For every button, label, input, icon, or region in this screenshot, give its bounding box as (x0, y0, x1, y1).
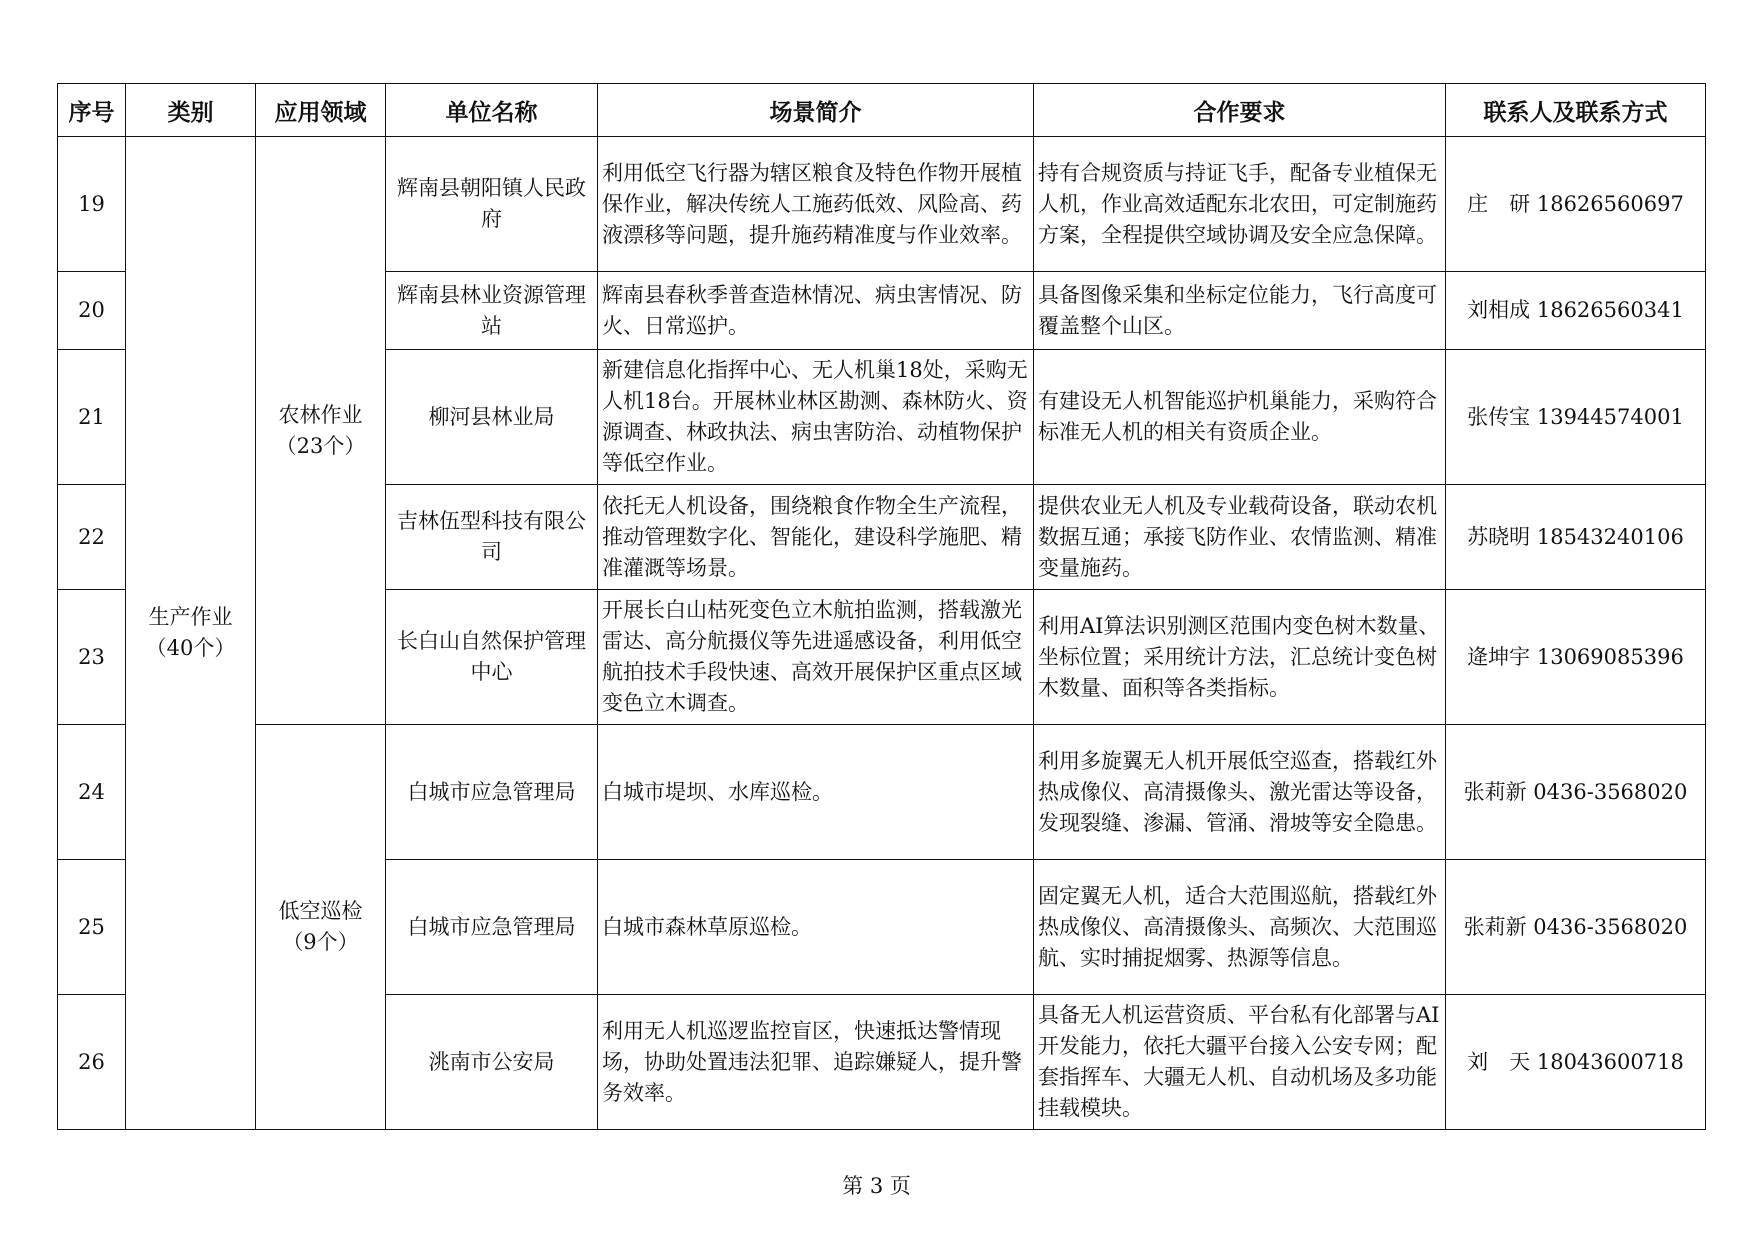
scene-description: 开展长白山枯死变色立木航拍监测，搭载激光雷达、高分航摄仪等先进遥感设备，利用低空航拍技术手段快速、高效开展保护区重点区域变色立木调查。 (598, 590, 1034, 725)
table-row (58, 725, 1706, 860)
data-table (57, 83, 1706, 1130)
cooperation-requirement: 持有合规资质与持证飞手，配备专业植保无人机，作业高效适配东北农田，可定制施药方案，全程提供空域协调及安全应急保障。 (1034, 137, 1446, 272)
contact: 逄坤宇 13069085396 (1446, 590, 1706, 725)
header-cell: 类别 (126, 84, 256, 137)
unit-name: 长白山自然保护管理中心 (386, 590, 598, 725)
scene-description: 利用低空飞行器为辖区粮食及特色作物开展植保作业，解决传统人工施药低效、风险高、药液漂移等问题，提升施药精准度与作业效率。 (598, 137, 1034, 272)
contact: 张莉新 0436-3568020 (1446, 725, 1706, 860)
contact: 刘相成 18626560341 (1446, 272, 1706, 350)
page-number: 第 3 页 (842, 1174, 911, 1198)
row-number: 26 (58, 995, 126, 1130)
contact: 张莉新 0436-3568020 (1446, 860, 1706, 995)
row-number: 24 (58, 725, 126, 860)
row-number: 19 (58, 137, 126, 272)
row-number: 22 (58, 485, 126, 590)
unit-name: 辉南县朝阳镇人民政府 (386, 137, 598, 272)
cooperation-requirement: 利用多旋翼无人机开展低空巡查，搭载红外热成像仪、高清摄像头、激光雷达等设备，发现裂缝、渗漏、管涌、滑坡等安全隐患。 (1034, 725, 1446, 860)
contact: 张传宝 13944574001 (1446, 350, 1706, 485)
header-cell: 序号 (58, 84, 126, 137)
cooperation-requirement: 具备无人机运营资质、平台私有化部署与AI开发能力，依托大疆平台接入公安专网；配套指挥车、大疆无人机、自动机场及多功能挂载模块。 (1034, 995, 1446, 1130)
header-row (58, 84, 1706, 137)
category-count: （40个） (145, 636, 236, 660)
scene-description: 白城市森林草原巡检。 (598, 860, 1034, 995)
scene-description: 新建信息化指挥中心、无人机巢18处，采购无人机18台。开展林业林区勘测、森林防火、资源调查、林政执法、病虫害防治、动植物保护等低空作业。 (598, 350, 1034, 485)
row-number: 21 (58, 350, 126, 485)
table-row (58, 137, 1706, 272)
domain-cell (256, 137, 386, 725)
cooperation-requirement: 提供农业无人机及专业载荷设备，联动农机数据互通；承接飞防作业、农情监测、精准变量施药。 (1034, 485, 1446, 590)
row-number: 25 (58, 860, 126, 995)
unit-name: 白城市应急管理局 (386, 860, 598, 995)
header-cell: 单位名称 (386, 84, 598, 137)
domain-cell (256, 725, 386, 1130)
header-cell: 应用领域 (256, 84, 386, 137)
header-cell: 场景简介 (598, 84, 1034, 137)
row-number: 23 (58, 590, 126, 725)
domain-name: 低空巡检 (278, 899, 363, 923)
header-cell: 合作要求 (1034, 84, 1446, 137)
scene-description: 白城市堤坝、水库巡检。 (598, 725, 1034, 860)
unit-name: 白城市应急管理局 (386, 725, 598, 860)
contact: 庄 研 18626560697 (1446, 137, 1706, 272)
category-cell (126, 137, 256, 1130)
unit-name: 吉林伍型科技有限公司 (386, 485, 598, 590)
contact: 苏晓明 18543240106 (1446, 485, 1706, 590)
cooperation-requirement: 固定翼无人机，适合大范围巡航，搭载红外热成像仪、高清摄像头、高频次、大范围巡航、实时捕捉烟雾、热源等信息。 (1034, 860, 1446, 995)
cooperation-requirement: 具备图像采集和坐标定位能力，飞行高度可覆盖整个山区。 (1034, 272, 1446, 350)
category-name: 生产作业 (148, 605, 233, 629)
row-number: 20 (58, 272, 126, 350)
domain-count: （23个） (275, 433, 366, 458)
unit-name: 柳河县林业局 (386, 350, 598, 485)
cooperation-requirement: 有建设无人机智能巡护机巢能力，采购符合标准无人机的相关有资质企业。 (1034, 350, 1446, 485)
domain-name: 农林作业 (278, 402, 363, 427)
cooperation-requirement: 利用AI算法识别测区范围内变色树木数量、坐标位置；采用统计方法，汇总统计变色树木数量、面积等各类指标。 (1034, 590, 1446, 725)
header-cell: 联系人及联系方式 (1446, 84, 1706, 137)
scene-description: 利用无人机巡逻监控盲区，快速抵达警情现场，协助处置违法犯罪、追踪嫌疑人，提升警务效率。 (598, 995, 1034, 1130)
unit-name: 辉南县林业资源管理站 (386, 272, 598, 350)
contact: 刘 天 18043600718 (1446, 995, 1706, 1130)
unit-name: 洮南市公安局 (386, 995, 598, 1130)
scene-description: 辉南县春秋季普查造林情况、病虫害情况、防火、日常巡护。 (598, 272, 1034, 350)
domain-count: （9个） (282, 930, 359, 954)
scene-description: 依托无人机设备，围绕粮食作物全生产流程，推动管理数字化、智能化，建设科学施肥、精准灌溉等场景。 (598, 485, 1034, 590)
